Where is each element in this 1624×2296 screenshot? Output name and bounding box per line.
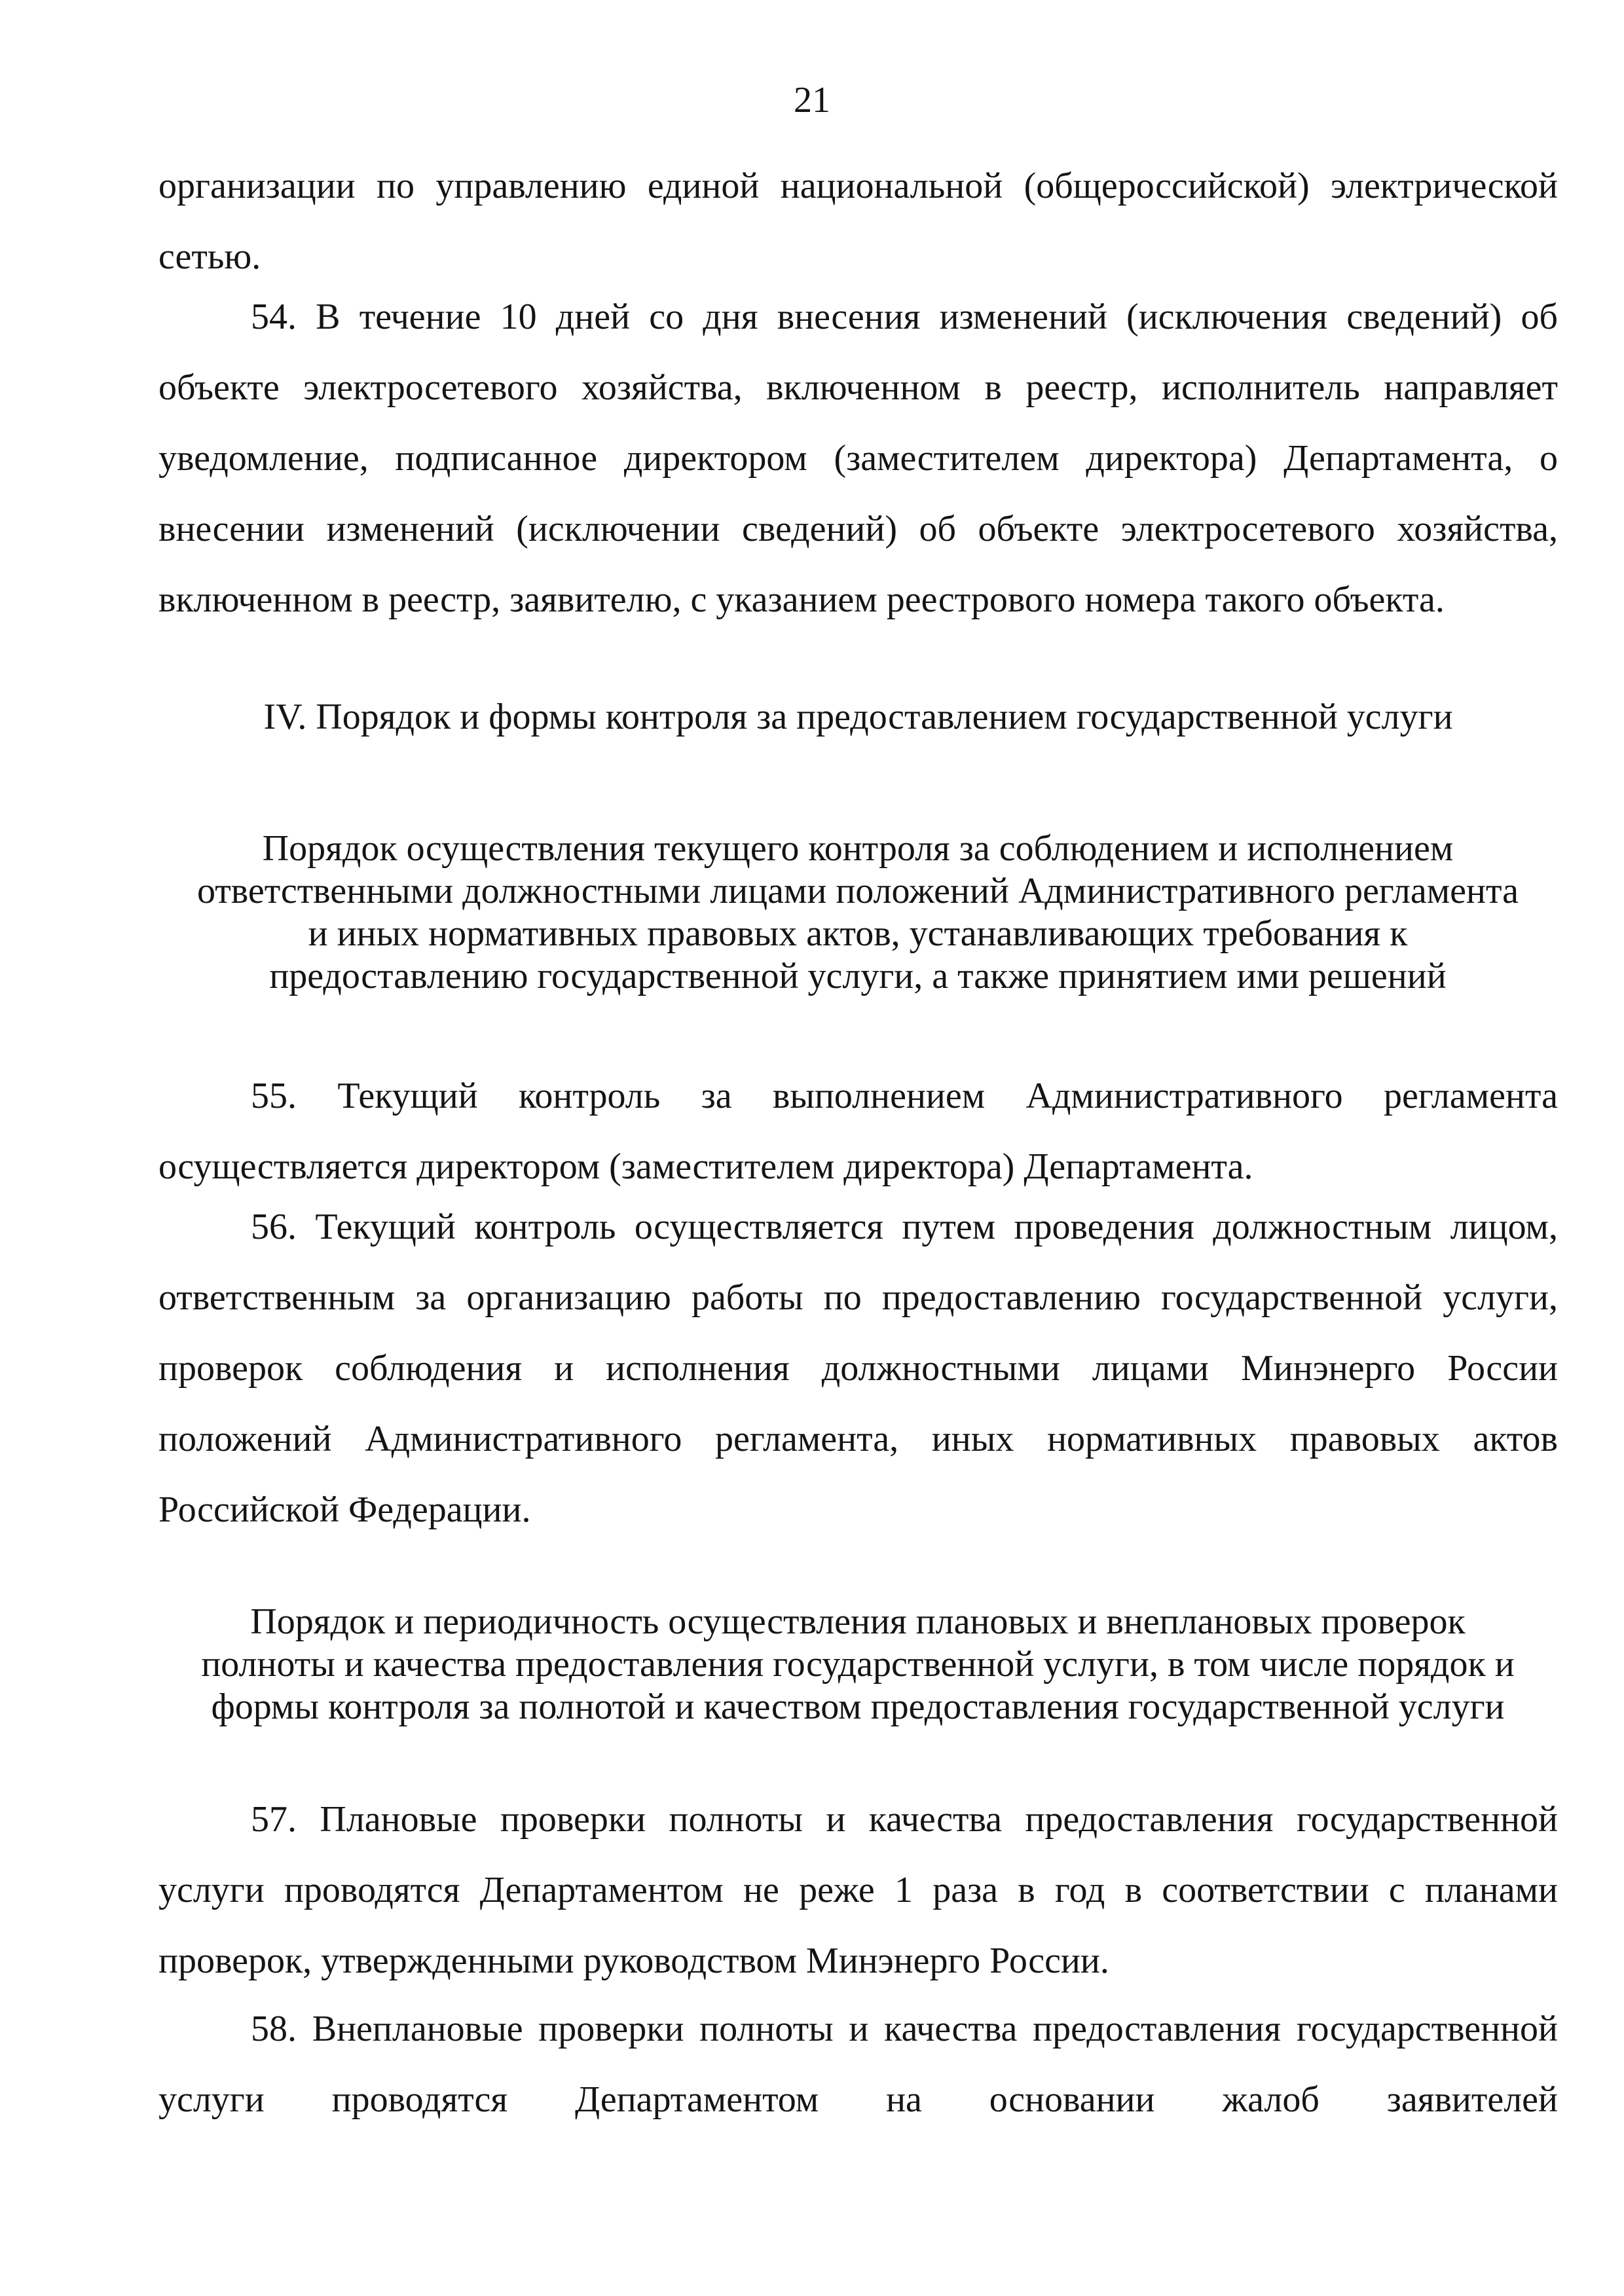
subheading-periodic-checks (144, 1601, 1572, 1728)
paragraph-57-block (158, 1784, 1558, 1996)
paragraph-55-block (158, 1061, 1558, 1202)
paragraph-intro: организации по управлению единой национальной (общероссийской) электрической сетью. (158, 166, 1558, 277)
subheading-periodic-line: Порядок и периодичность осуществления плановых и внеплановых проверок (250, 1601, 1466, 1642)
subheading-periodic-line: формы контроля за полнотой и качеством предоставления государственной услуги (211, 1686, 1505, 1727)
page-number: 21 (794, 80, 830, 120)
section-title: IV. Порядок и формы контроля за предоставлением государственной услуги (263, 697, 1453, 737)
paragraph-intro-block (158, 151, 1558, 292)
paragraph-56-block (158, 1192, 1558, 1545)
paragraph-57: 57. Плановые проверки полноты и качества предоставления государственной услуги проводятся Департаментом не реже 1 раза в год в соответствии с планами проверок, утвержденными руководством Минэнерго России. (158, 1799, 1558, 1981)
subheading-current-line: ответственными должностными лицами положений Административного регламента (196, 871, 1519, 911)
paragraph-54: 54. В течение 10 дней со дня внесения изменений (исключения сведений) об объекте электросетевого хозяйства, включенном в реестр, исполнитель направляет уведомление, подписанное директором (заместителем директора) Департамента, о внесении изменений (исключении сведений) об объекте электросетевого хозяйства, включенном в реестр, заявителю, с указанием реестрового номера такого объекта. (158, 297, 1558, 620)
paragraph-58: 58. Внеплановые проверки полноты и качества предоставления государственной услуги проводятся Департаментом на основании жалоб заявителей (158, 2009, 1558, 2120)
paragraph-55: 55. Текущий контроль за выполнением Административного регламента осуществляется директором (заместителем директора) Департамента. (158, 1076, 1558, 1187)
subheading-current-line: предоставлению государственной услуги, а также принятием ими решений (269, 956, 1447, 996)
paragraph-56: 56. Текущий контроль осуществляется путем проведения должностным лицом, ответственным за организацию работы по предоставлению государственной услуги, проверок соблюдения и исполнения должностными лицами Минэнерго России положений Административного регламента, иных нормативных правовых актов Российской Федерации. (158, 1207, 1558, 1530)
subheading-periodic-line: полноты и качества предоставления государственной услуги, в том числе порядок и (201, 1644, 1515, 1685)
subheading-current-line: и иных нормативных правовых актов, устанавливающих требования к (308, 913, 1408, 954)
subheading-current-control (144, 828, 1572, 998)
paragraph-54-block (158, 282, 1558, 635)
subheading-current-line: Порядок осуществления текущего контроля за соблюдением и исполнением (262, 828, 1454, 869)
paragraph-58-block (158, 1994, 1558, 2135)
